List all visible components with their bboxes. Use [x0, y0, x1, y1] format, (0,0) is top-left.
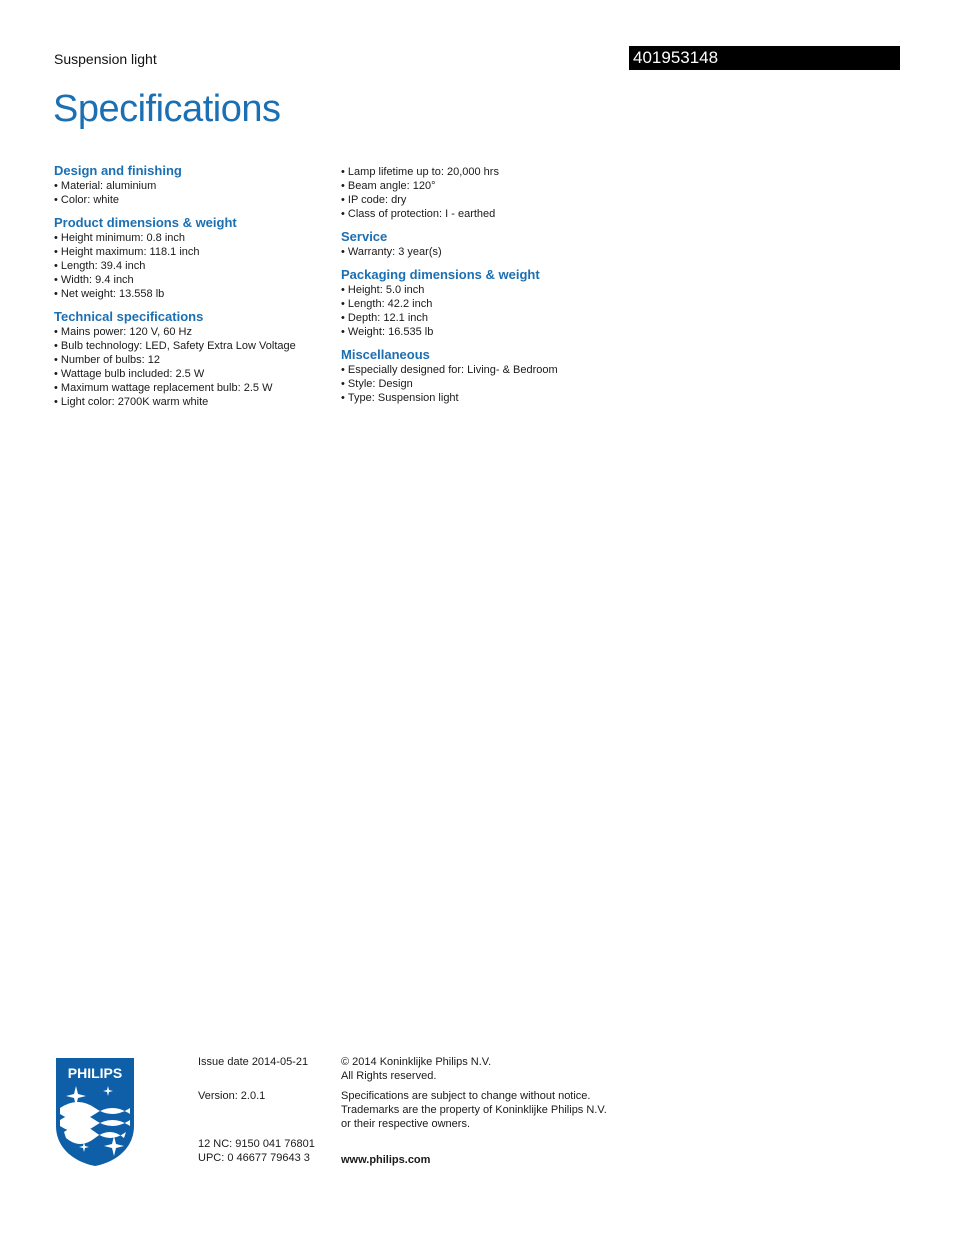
section-heading: Product dimensions & weight	[54, 215, 237, 230]
spec-item: • Wattage bulb included: 2.5 W	[54, 367, 324, 381]
spec-column-left	[54, 163, 324, 417]
section-heading: Service	[341, 229, 388, 244]
footer-document-info	[198, 1055, 315, 1165]
section-service	[341, 229, 611, 259]
logo-wordmark: PHILIPS	[67, 1065, 123, 1081]
section-heading: Design and finishing	[54, 163, 182, 178]
spec-item: • IP code: dry	[341, 193, 611, 207]
notice-line: Trademarks are the property of Koninklijke Philips N.V.	[341, 1104, 607, 1116]
spec-item: • Width: 9.4 inch	[54, 273, 324, 287]
upc-code: UPC: 0 46677 79643 3	[198, 1152, 310, 1164]
spec-item: • Length: 42.2 inch	[341, 297, 611, 311]
notice-line: Specifications are subject to change without notice.	[341, 1090, 591, 1102]
spec-item: • Height minimum: 0.8 inch	[54, 231, 324, 245]
spec-item: • Lamp lifetime up to: 20,000 hrs	[341, 165, 611, 179]
philips-shield-icon	[54, 1056, 136, 1168]
spec-item: • Type: Suspension light	[341, 391, 611, 405]
spec-item: • Warranty: 3 year(s)	[341, 245, 611, 259]
spec-item: • Depth: 12.1 inch	[341, 311, 611, 325]
section-heading: Miscellaneous	[341, 347, 430, 362]
spec-item: • Style: Design	[341, 377, 611, 391]
spec-item: • Length: 39.4 inch	[54, 259, 324, 273]
model-number-box: 401953148	[629, 46, 900, 70]
spec-item: • Maximum wattage replacement bulb: 2.5 W	[54, 381, 324, 395]
website-link[interactable]: www.philips.com	[341, 1154, 431, 1166]
spec-item: • Bulb technology: LED, Safety Extra Low Voltage	[54, 339, 324, 353]
section-design-finishing	[54, 163, 324, 207]
spec-column-right	[341, 163, 611, 413]
section-miscellaneous	[341, 347, 611, 405]
page-title: Specifications	[53, 88, 281, 130]
product-type: Suspension light	[54, 51, 157, 67]
copyright: © 2014 Koninklijke Philips N.V.	[341, 1056, 492, 1068]
section-heading: Technical specifications	[54, 309, 204, 324]
notice-line: or their respective owners.	[341, 1118, 470, 1130]
spec-item: • Weight: 16.535 lb	[341, 325, 611, 339]
spec-item: • Beam angle: 120°	[341, 179, 611, 193]
spec-item: • Light color: 2700K warm white	[54, 395, 324, 409]
spec-item: • Net weight: 13.558 lb	[54, 287, 324, 301]
issue-date: Issue date 2014-05-21	[198, 1056, 309, 1068]
section-packaging-dimensions	[341, 267, 611, 339]
section-product-dimensions	[54, 215, 324, 301]
version: Version: 2.0.1	[198, 1090, 266, 1102]
spec-item: • Number of bulbs: 12	[54, 353, 324, 367]
spec-item: • Height maximum: 118.1 inch	[54, 245, 324, 259]
spec-item: • Height: 5.0 inch	[341, 283, 611, 297]
section-technical-continued	[341, 165, 611, 221]
section-heading: Packaging dimensions & weight	[341, 267, 540, 282]
spec-item: • Color: white	[54, 193, 324, 207]
spec-item: • Especially designed for: Living- & Bedroom	[341, 363, 611, 377]
footer-legal-info	[341, 1055, 607, 1167]
spec-item: • Mains power: 120 V, 60 Hz	[54, 325, 324, 339]
spec-item: • Class of protection: I - earthed	[341, 207, 611, 221]
nc-code: 12 NC: 9150 041 76801	[198, 1138, 315, 1150]
philips-shield-logo	[54, 1056, 136, 1168]
rights-reserved: All Rights reserved.	[341, 1070, 437, 1082]
spec-item: • Material: aluminium	[54, 179, 324, 193]
section-technical-specifications	[54, 309, 324, 409]
